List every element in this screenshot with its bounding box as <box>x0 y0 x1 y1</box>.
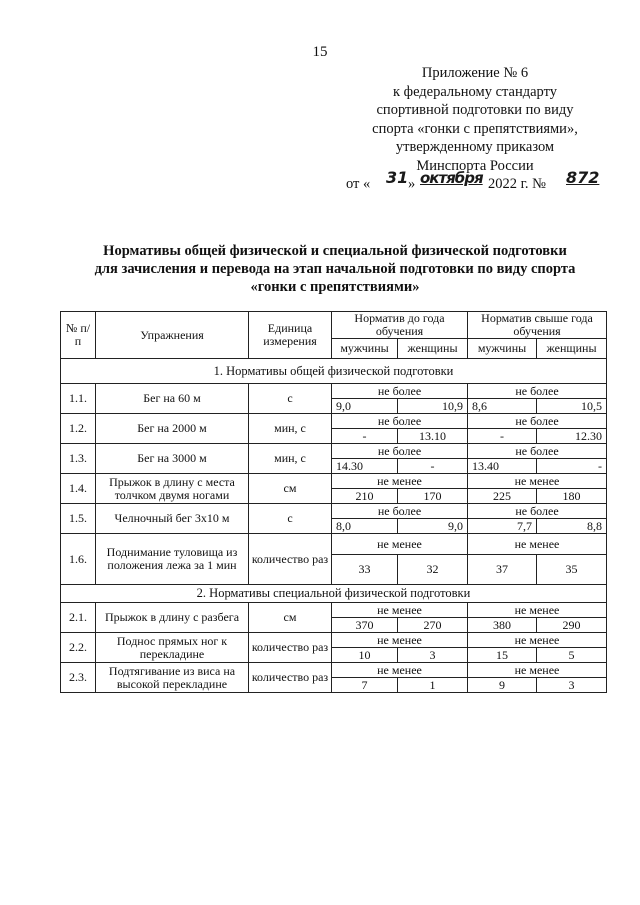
row-num: 1.5. <box>61 504 96 534</box>
appendix-block <box>346 64 600 195</box>
value-cell: 8,6 <box>468 399 537 414</box>
qualifier: не менее <box>468 663 607 678</box>
value-cell: - <box>468 429 537 444</box>
handwritten-day: 31 <box>386 168 409 187</box>
qualifier: не менее <box>468 603 607 618</box>
qualifier: не более <box>332 384 468 399</box>
value-cell: 13.40 <box>468 459 537 474</box>
row-num: 2.3. <box>61 663 96 693</box>
table-row <box>61 414 607 429</box>
row-unit: см <box>249 603 332 633</box>
value-cell: 8,0 <box>332 519 398 534</box>
header-men: мужчины <box>332 339 398 359</box>
date-year: 2022 г. № <box>488 176 547 192</box>
value-cell: 13.10 <box>398 429 468 444</box>
row-num: 1.4. <box>61 474 96 504</box>
header-group-1: Норматив до года обучения <box>332 312 468 339</box>
value-cell: - <box>398 459 468 474</box>
value-cell: 9,0 <box>398 519 468 534</box>
date-mid: » <box>408 176 416 192</box>
qualifier: не менее <box>332 474 468 489</box>
table-row <box>61 504 607 519</box>
value-cell: 14.30 <box>332 459 398 474</box>
standards-table <box>60 311 607 693</box>
value-cell: 210 <box>332 489 398 504</box>
document-title <box>70 242 600 296</box>
value-cell: 15 <box>468 648 537 663</box>
title-line: для зачисления и перевода на этап начальной подготовки по виду спорта <box>94 261 576 277</box>
table-row <box>61 384 607 399</box>
appendix-line: Минспорта России <box>416 157 534 174</box>
value-cell: 270 <box>398 618 468 633</box>
value-cell: 10,9 <box>398 399 468 414</box>
qualifier: не менее <box>332 663 468 678</box>
value-cell: 225 <box>468 489 537 504</box>
header-unit: Единица измерения <box>249 312 332 359</box>
row-num: 2.2. <box>61 633 96 663</box>
header-women: женщины <box>537 339 607 359</box>
row-unit: количество раз <box>249 633 332 663</box>
header-women: женщины <box>398 339 468 359</box>
value-cell: 10,5 <box>537 399 607 414</box>
row-exercise: Бег на 60 м <box>96 384 249 414</box>
value-cell: - <box>332 429 398 444</box>
header-group-2: Норматив свыше года обучения <box>468 312 607 339</box>
qualifier: не менее <box>332 603 468 618</box>
row-exercise: Бег на 2000 м <box>96 414 249 444</box>
qualifier: не менее <box>468 633 607 648</box>
appendix-line: спортивной подготовки по виду <box>376 102 574 118</box>
value-cell: 370 <box>332 618 398 633</box>
value-cell: 33 <box>332 555 398 585</box>
value-cell: 32 <box>398 555 468 585</box>
row-num: 2.1. <box>61 603 96 633</box>
date-prefix: от « <box>346 176 371 192</box>
row-exercise: Прыжок в длину с разбега <box>96 603 249 633</box>
row-num: 1.6. <box>61 534 96 585</box>
value-cell: 380 <box>468 618 537 633</box>
value-cell: - <box>537 459 607 474</box>
value-cell: 180 <box>537 489 607 504</box>
value-cell: 290 <box>537 618 607 633</box>
row-unit: с <box>249 504 332 534</box>
title-line: Нормативы общей физической и специальной физической подготовки <box>103 243 567 259</box>
value-cell: 35 <box>537 555 607 585</box>
row-unit: мин, с <box>249 444 332 474</box>
row-exercise: Бег на 3000 м <box>96 444 249 474</box>
appendix-line: Приложение № 6 <box>421 65 529 81</box>
handwritten-month: октября <box>420 169 483 187</box>
row-exercise: Подтягивание из виса на высокой перекладине <box>96 663 249 693</box>
section-row <box>61 359 607 384</box>
appendix-line: к федеральному стандарту <box>393 83 557 100</box>
qualifier: не более <box>468 444 607 459</box>
title-line: «гонки с препятствиями» <box>250 279 420 295</box>
header-exercise: Упражнения <box>96 312 249 359</box>
qualifier: не более <box>468 414 607 429</box>
appendix-line: спорта «гонки с препятствиями», <box>372 120 578 137</box>
row-exercise: Поднимание туловища из положения лежа за 1 мин <box>96 534 249 585</box>
page-number: 15 <box>312 44 328 60</box>
value-cell: 10 <box>332 648 398 663</box>
qualifier: не менее <box>468 474 607 489</box>
row-unit: количество раз <box>249 663 332 693</box>
value-cell: 3 <box>398 648 468 663</box>
section-title: 2. Нормативы специальной физической подготовки <box>61 585 607 603</box>
row-num: 1.2. <box>61 414 96 444</box>
qualifier: не менее <box>332 633 468 648</box>
row-exercise: Поднос прямых ног к перекладине <box>96 633 249 663</box>
value-cell: 5 <box>537 648 607 663</box>
section-title: 1. Нормативы общей физической подготовки <box>61 359 607 384</box>
qualifier: не более <box>332 414 468 429</box>
table-row <box>61 663 607 678</box>
row-unit: количество раз <box>249 534 332 585</box>
qualifier: не более <box>468 504 607 519</box>
qualifier: не менее <box>468 534 607 555</box>
section-row <box>61 585 607 603</box>
table-row <box>61 474 607 489</box>
qualifier: не менее <box>332 534 468 555</box>
header-num: № п/п <box>61 312 96 359</box>
table-header-row <box>61 312 607 339</box>
qualifier: не более <box>332 444 468 459</box>
order-date-line <box>346 168 600 195</box>
value-cell: 9 <box>468 678 537 693</box>
value-cell: 170 <box>398 489 468 504</box>
row-unit: см <box>249 474 332 504</box>
header-men: мужчины <box>468 339 537 359</box>
table-row <box>61 534 607 555</box>
table-row <box>61 603 607 618</box>
value-cell: 8,8 <box>537 519 607 534</box>
value-cell: 3 <box>537 678 607 693</box>
row-num: 1.3. <box>61 444 96 474</box>
appendix-line: утвержденному приказом <box>395 139 555 155</box>
table-row <box>61 633 607 648</box>
value-cell: 9,0 <box>332 399 398 414</box>
row-unit: с <box>249 384 332 414</box>
value-cell: 37 <box>468 555 537 585</box>
table-row <box>61 444 607 459</box>
value-cell: 7,7 <box>468 519 537 534</box>
row-exercise: Прыжок в длину с места толчком двумя ногами <box>96 474 249 504</box>
qualifier: не более <box>332 504 468 519</box>
row-unit: мин, с <box>249 414 332 444</box>
value-cell: 12.30 <box>537 429 607 444</box>
value-cell: 7 <box>332 678 398 693</box>
value-cell: 1 <box>398 678 468 693</box>
qualifier: не более <box>468 384 607 399</box>
handwritten-order-number: 872 <box>566 168 600 187</box>
row-num: 1.1. <box>61 384 96 414</box>
row-exercise: Челночный бег 3х10 м <box>96 504 249 534</box>
